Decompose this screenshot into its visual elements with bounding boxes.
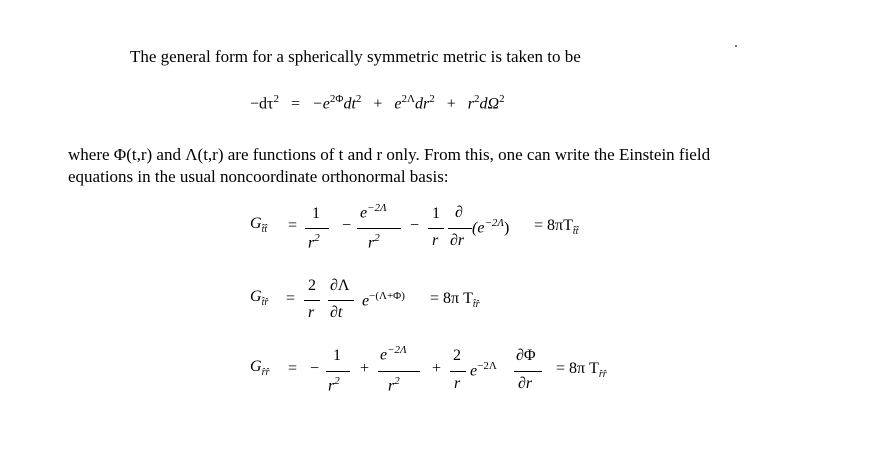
- metric-equation: $-d\tau^2$ = $-e^{2\Phi}dt^2$ + $e^{2\Lambda}dr^2$ + $r^2d\Omega^2$: [250, 93, 505, 113]
- metric-lhs: −dτ: [250, 95, 274, 113]
- para-line-2: equations in the usual noncoordinate orthonormal basis:: [68, 167, 449, 186]
- stray-dot: [735, 45, 737, 47]
- intro-text: The general form for a spherically symmetric metric is taken to be: [130, 47, 581, 66]
- eq1-lhs: $G_{t̂t̂}$: [250, 215, 268, 236]
- para-line-1: where Φ(t,r) and Λ(t,r) are functions of t and r only. From this, one can write the Einstein field: [68, 145, 711, 164]
